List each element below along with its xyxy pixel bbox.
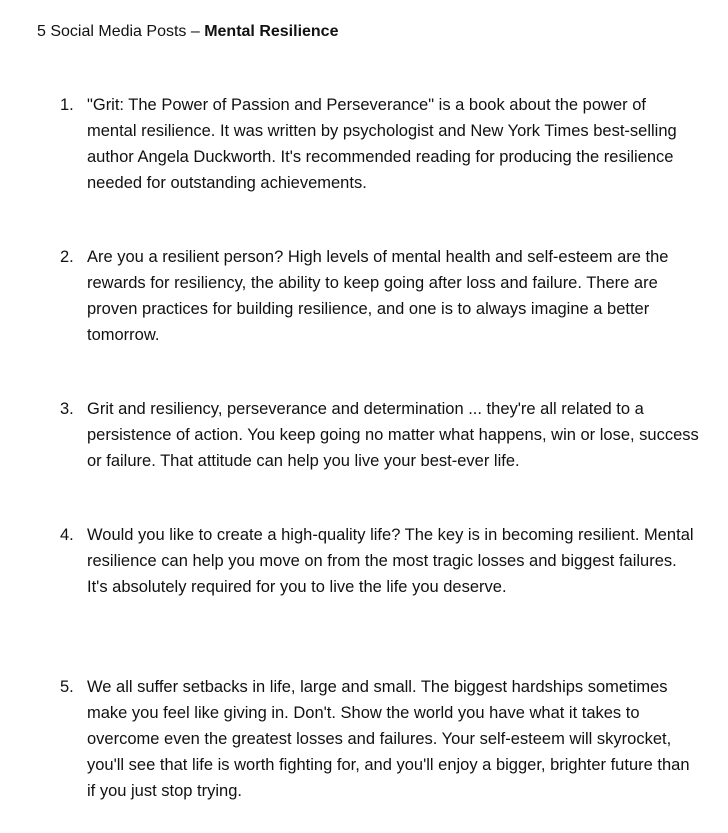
post-text: Would you like to create a high-quality life? The key is in becoming resilient. Mental resilience can help you move on from the most tragic losses and biggest failures. It's absolutely required for you to live the life you deserve. — [87, 526, 694, 596]
title-bold: Mental Resilience — [204, 23, 339, 40]
post-text: We all suffer setbacks in life, large and small. The biggest hardships sometimes make you feel like giving in. Don't. Show the world you have what it takes to overcome even the greatest losses and failures. Your self-esteem will skyrocket, you'll see that life is worth fighting for, and you'll enjoy a bigger, brighter future than if you just stop trying. — [87, 678, 690, 800]
post-text: Are you a resilient person? High levels of mental health and self-esteem are the rewards for resiliency, the ability to keep going after loss and failure. There are proven practices for building resilience, and one is to always imagine a better tomorrow. — [87, 248, 669, 344]
post-number: 2. — [60, 248, 74, 266]
title-prefix: 5 Social Media Posts – — [37, 23, 205, 40]
post-text: "Grit: The Power of Passion and Perseverance" is a book about the power of mental resilience. It was written by psychologist and New York Times best-selling author Angela Duckworth. It's recommended reading for producing the resilience needed for outstanding achievements. — [87, 96, 677, 192]
post-number: 4. — [60, 526, 74, 544]
post-number: 5. — [60, 678, 74, 696]
post-text: Grit and resiliency, perseverance and determination ... they're all related to a persistence of action. You keep going no matter what happens, win or lose, success or failure. That attitude can help you live your best-ever life. — [87, 400, 699, 470]
document-title — [37, 21, 338, 43]
post-number: 3. — [60, 400, 74, 418]
post-number: 1. — [60, 96, 74, 114]
